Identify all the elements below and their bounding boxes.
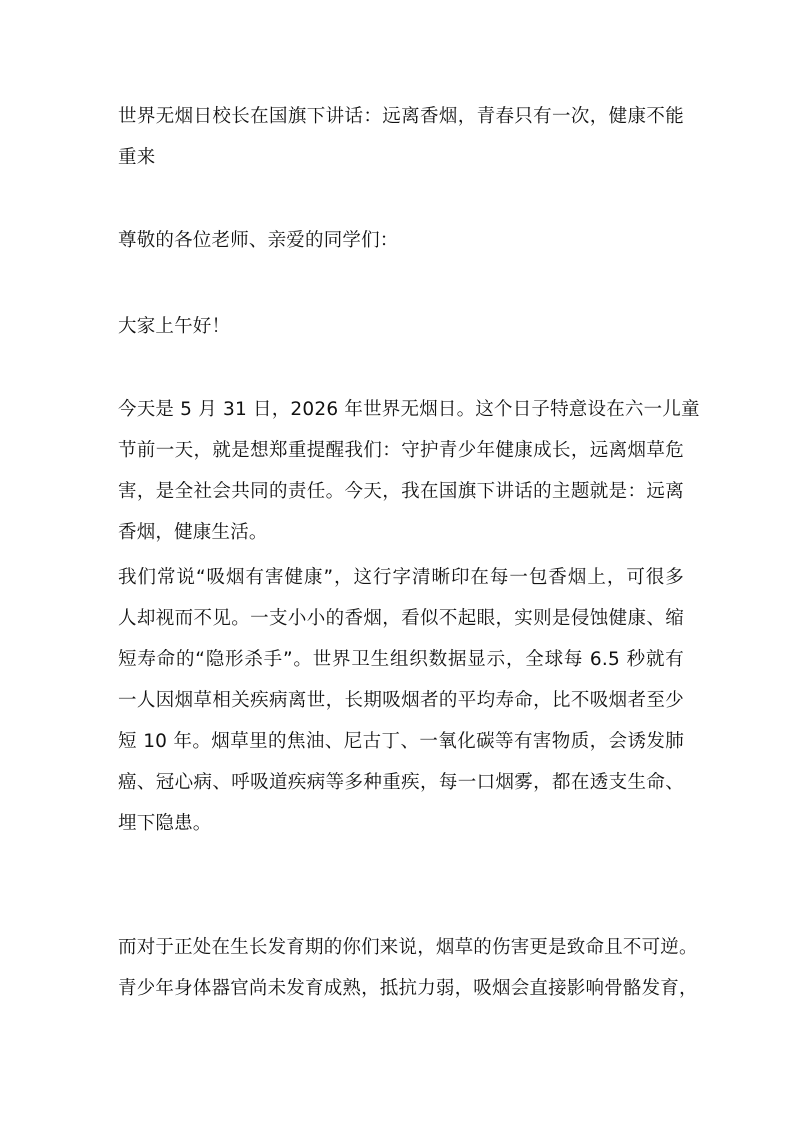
paragraph-line: 今天是 5 月 31 日，2026 年世界无烟日。这个日子特意设在六一儿童 [118,399,700,420]
greeting-line: 大家上午好！ [118,316,231,337]
paragraph-line: 短 10 年。烟草里的焦油、尼古丁、一氧化碳等有害物质，会诱发肺 [118,731,684,752]
paragraph-2 [118,557,684,844]
salutation [118,220,684,261]
paragraph-line: 香烟，健康生活。 [118,522,268,543]
paragraph-line: 癌、冠心病、呼吸道疾病等多种重疾，每一口烟雾，都在透支生命、 [118,772,684,793]
paragraph-line: 害，是全社会共同的责任。今天，我在国旗下讲话的主题就是：远离 [118,481,684,502]
paragraph-line: 一人因烟草相关疾病离世，长期吸烟者的平均寿命，比不吸烟者至少 [118,690,684,711]
title-line: 重来 [118,147,156,168]
greeting [118,306,684,347]
paragraph-line: 人却视而不见。一支小小的香烟，看似不起眼，实则是侵蚀健康、缩 [118,608,684,629]
paragraph-3 [118,927,698,1009]
paragraph-line: 青少年身体器官尚未发育成熟，抵抗力弱，吸烟会直接影响骨骼发育， [118,978,698,999]
document-title [118,96,684,178]
paragraph-line: 而对于正处在生长发育期的你们来说，烟草的伤害更是致命且不可逆。 [118,937,698,958]
salutation-line: 尊敬的各位老师、亲爱的同学们： [118,230,399,251]
paragraph-line: 短寿命的“隐形杀手”。世界卫生组织数据显示，全球每 6.5 秒就有 [118,649,684,670]
paragraph-line: 埋下隐患。 [118,813,212,834]
title-line: 世界无烟日校长在国旗下讲话：远离香烟，青春只有一次，健康不能 [118,106,684,127]
paragraph-line: 节前一天，就是想郑重提醒我们：守护青少年健康成长，远离烟草危 [118,440,684,461]
paragraph-1 [118,389,700,553]
paragraph-line: 我们常说“吸烟有害健康”，这行字清晰印在每一包香烟上，可很多 [118,567,684,588]
